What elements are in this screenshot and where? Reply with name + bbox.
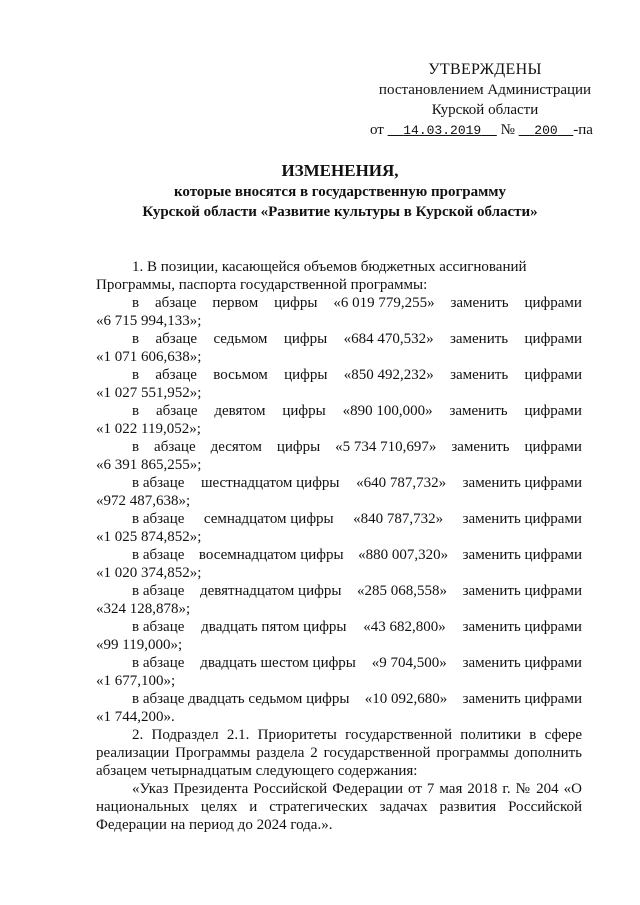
replacement-line [96,366,582,384]
replacement-line [96,546,582,564]
replacement-word: цифры [274,295,318,311]
replacement-word: «6 019 779,255» [333,295,435,311]
replacement-word: заменить [450,367,509,383]
replacement-item [96,438,582,474]
replacement-word: заменить цифрами [462,619,582,635]
replacement-word: цифрами [524,367,582,383]
replacement-value: «6 715 994,133»; [96,313,202,329]
replacement-line [96,582,582,600]
replacement-item [96,618,582,654]
replacement-word: в абзаце [132,475,185,491]
replacement-word: десятом [210,439,262,455]
replacement-word: цифры [276,439,321,455]
replacement-line [96,618,582,636]
replacement-line [96,438,582,456]
replacement-item [96,546,582,582]
replacement-word: заменить цифрами [462,583,582,599]
replacement-word: абзаце [155,403,198,419]
replacement-word: цифрами [524,439,582,455]
replacement-item [96,402,582,438]
replacement-word: «890 100,000» [342,403,433,419]
replacement-word: заменить цифрами [462,475,582,491]
replacement-line [96,330,582,348]
number-suffix: -па [573,122,593,138]
replacement-word: цифры [283,331,328,347]
replacement-word: в [132,331,140,347]
replacement-word: в [132,367,140,383]
replacement-item [96,654,582,690]
replacement-word: заменить [449,331,509,347]
replacement-line [96,474,582,492]
replacement-word: заменить [449,403,508,419]
replacement-word: в абзаце [132,583,185,599]
replacement-word: девятом [214,403,266,419]
approval-title: УТВЕРЖДЕНЫ [428,61,542,78]
replacement-word: восьмом [213,367,268,383]
replacement-item [96,330,582,366]
number-sign: № [500,122,515,138]
replacement-word: абзаце [155,367,197,383]
replacement-value: «1 027 551,952»; [96,385,202,401]
approval-date-line [360,120,610,141]
replacement-value: «6 391 865,255»; [96,457,202,473]
replacement-word: в абзаце [132,655,185,671]
replacement-item [96,366,582,402]
replacement-word: «684 470,532» [343,331,434,347]
replacement-word: «850 492,232» [343,367,434,383]
section2-paragraph: 2. Подраздел 2.1. Приоритеты государственной политики в сфере реализации Программы раздела 2 государственной программы дополнить абзацем четырнадцатым следующего содержания: [96,727,582,779]
replacement-word: в абзаце двадцать седьмом цифры [132,691,350,707]
replacement-word: «10 092,680» [364,691,448,707]
replacement-word: «9 704,500» [371,655,447,671]
replacement-item [96,690,582,726]
document-body [96,258,582,834]
replacement-item [96,582,582,618]
replacement-word: первом [212,295,259,311]
heading-line-3: Курской области «Развитие культуры в Курской области» [142,204,538,220]
replacement-item [96,474,582,510]
document-heading [0,160,640,222]
replacement-value: «324 128,878»; [96,601,191,617]
replacement-word: восемнадцатом цифры [198,547,344,563]
replacement-value: «972 487,638»; [96,493,191,509]
replacement-word: заменить цифрами [462,655,582,671]
approval-date: 14.03.2019 [403,123,482,138]
from-prefix: от [370,122,384,138]
approval-line-2: Курской области [431,102,539,118]
replacement-value: «1 020 374,852»; [96,565,202,581]
replacement-word: цифрами [524,331,582,347]
replacement-word: заменить цифрами [462,547,582,563]
heading-title: ИЗМЕНЕНИЯ, [281,161,399,180]
section1-intro-line-1: 1. В позиции, касающейся объемов бюджетных ассигнований [132,259,527,275]
replacement-word: двадцать шестом цифры [200,655,356,671]
replacement-word: абзаце [155,331,198,347]
replacement-word: заменить цифрами [462,511,582,527]
replacement-value: «1 071 606,638»; [96,349,202,365]
replacement-line [96,654,582,672]
replacement-word: в абзаце [132,511,185,527]
replacement-word: седьмом [213,331,268,347]
replacement-word: девятнадцатом цифры [199,583,342,599]
replacement-word: «880 007,320» [358,547,449,563]
replacement-word: абзаце [154,295,197,311]
replacement-value: «1 025 874,852»; [96,529,202,545]
section1-intro-line-2: Программы, паспорта государственной программы: [96,277,428,293]
replacement-word: цифрами [524,403,582,419]
replacement-value: «1 022 119,052»; [96,421,201,437]
replacement-word: двадцать пятом цифры [201,619,347,635]
replacement-line [96,402,582,420]
replacement-line [96,510,582,528]
approval-number: 200 [534,123,558,138]
replacement-value: «1 744,200». [96,709,175,725]
replacement-line [96,690,582,708]
replacement-word: «640 787,732» [356,475,447,491]
replacement-word: цифры [284,367,328,383]
replacement-word: в [132,295,140,311]
replacement-value: «1 677,100»; [96,673,176,689]
replacement-word: «43 682,800» [363,619,446,635]
replacement-word: абзаце [154,439,196,455]
replacement-list [96,294,582,726]
replacement-word: цифрами [524,295,582,311]
replacement-word: «285 068,558» [357,583,447,599]
replacement-line [96,294,582,312]
replacement-word: заменить [450,295,509,311]
replacement-item [96,294,582,330]
replacement-word: в абзаце [132,547,185,563]
replacement-word: заменить цифрами [462,691,582,707]
replacement-word: цифры [282,403,326,419]
replacement-word: в [132,439,140,455]
section2-quote: «Указ Президента Российской Федерации от 7 мая 2018 г. № 204 «О национальных целях и стратегических задачах развития Российской Федерации на период до 2024 года.». [96,781,582,833]
heading-line-2: которые вносятся в государственную программу [173,184,507,200]
replacement-word: заменить [451,439,510,455]
replacement-word: в абзаце [132,619,185,635]
approval-line-1: постановлением Администрации [378,82,592,98]
replacement-item [96,510,582,546]
replacement-word: шестнадцатом цифры [200,475,340,491]
approval-block [360,60,610,141]
replacement-word: в [132,403,140,419]
replacement-value: «99 119,000»; [96,637,183,653]
replacement-word: «5 734 710,697» [335,439,437,455]
replacement-word: «840 787,732» [353,511,444,527]
replacement-word: семнадцатом цифры [203,511,334,527]
